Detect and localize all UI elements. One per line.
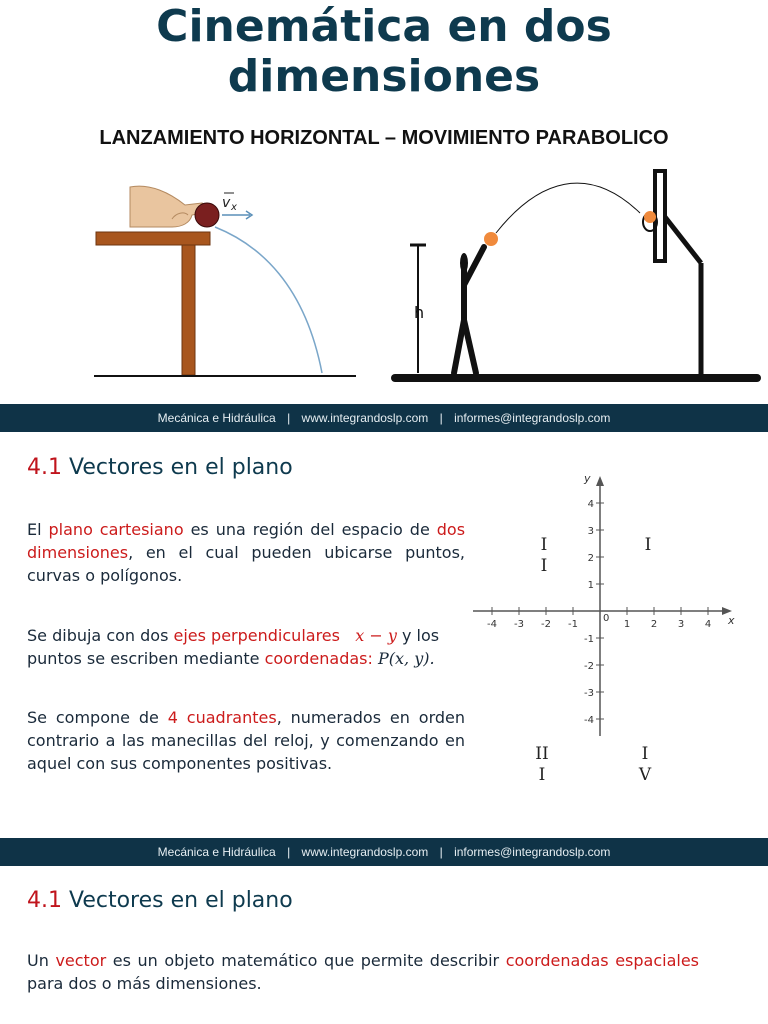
highlight-term: coordenadas espaciales: [505, 951, 700, 970]
highlight-term: coordenadas:: [264, 649, 373, 668]
quadrant-label-i: [637, 535, 659, 556]
footer-course: Mecánica e Hidráulica: [157, 411, 276, 425]
quadrant-glyph: V: [638, 765, 652, 785]
footer-website[interactable]: www.integrandoslp.com: [301, 845, 429, 859]
quadrant-glyph: I: [538, 765, 546, 785]
cartesian-plane: [470, 468, 740, 740]
x-tick-label: -3: [514, 619, 524, 630]
text: es una región del espacio de: [183, 520, 437, 539]
footer-course: Mecánica e Hidráulica: [157, 845, 276, 859]
footer-bar: [0, 404, 768, 432]
math-expression: P(x, y).: [378, 649, 435, 668]
section-number: 4.1: [27, 888, 62, 913]
ground-line: [391, 374, 761, 382]
section-title: Vectores en el plano: [69, 455, 293, 480]
y-tick-label: -4: [584, 715, 594, 726]
text: , numerados en orden contrario a las manecillas del reloj, y comenzando en aquel con sus componentes positivas.: [27, 708, 466, 773]
horizontal-launch-figure: [90, 175, 360, 385]
x-tick-label: 1: [623, 619, 631, 630]
footer-email[interactable]: informes@integrandoslp.com: [454, 845, 611, 859]
y-tick-label: -2: [584, 661, 594, 672]
basketball-hoop: [643, 171, 701, 375]
text: para dos o más dimensiones.: [27, 974, 262, 993]
height-marker: [410, 245, 426, 373]
highlight-term: plano cartesiano: [48, 520, 184, 539]
x-tick-label: 0: [603, 613, 610, 624]
y-axis-label: y: [584, 472, 591, 485]
y-axis-arrow: [596, 476, 604, 486]
paragraph-cuadrantes: [27, 706, 465, 775]
paragraph-vector: [27, 949, 699, 995]
x-tick-label: -4: [487, 619, 497, 630]
footer-separator: |: [439, 845, 443, 859]
y-tick-label: 3: [587, 526, 594, 537]
highlight-term: ejes perpendiculares: [173, 626, 340, 645]
y-tick-label: 1: [587, 580, 594, 591]
x-tick-label: 4: [704, 619, 712, 630]
text: Se dibuja con dos: [27, 626, 174, 645]
y-tick-label: -3: [584, 688, 594, 699]
highlight-term: vector: [55, 951, 107, 970]
parabolic-throw-figure: [388, 165, 764, 387]
ball-icon: [195, 203, 219, 227]
text: Un: [27, 951, 56, 970]
quadrant-glyph: II: [535, 744, 549, 764]
player-figure: [454, 247, 484, 373]
velocity-subscript: x: [231, 202, 237, 213]
section-number: 4.1: [27, 455, 62, 480]
x-tick-label: 3: [677, 619, 685, 630]
quadrant-label-iii: [531, 744, 553, 786]
highlight-term: dos dimensiones: [27, 520, 466, 562]
section-title: Vectores en el plano: [69, 888, 293, 913]
highlight-term: 4 cuadrantes: [167, 708, 277, 727]
quadrant-glyph: I: [540, 535, 548, 555]
quadrant-label-iv: [634, 744, 656, 786]
paragraph-ejes: [27, 624, 465, 670]
section-heading: [27, 455, 293, 480]
trajectory-curve: [215, 227, 322, 373]
hand-icon: [130, 186, 207, 227]
y-tick-label: -1: [584, 634, 594, 645]
y-tick-label: 2: [587, 553, 594, 564]
text: Se compone de: [27, 708, 168, 727]
height-label: h: [414, 303, 425, 322]
quadrant-glyph: I: [540, 556, 548, 576]
footer-email[interactable]: informes@integrandoslp.com: [454, 411, 611, 425]
x-axis-label: x: [728, 614, 735, 627]
footer-website[interactable]: www.integrandoslp.com: [301, 411, 429, 425]
x-tick-label: -2: [541, 619, 551, 630]
page-subtitle: LANZAMIENTO HORIZONTAL – MOVIMIENTO PARABOLICO: [99, 127, 669, 149]
quadrant-glyph: I: [644, 535, 652, 555]
trajectory-curve: [496, 183, 640, 233]
text: El: [27, 520, 49, 539]
quadrant-label-ii: [533, 535, 555, 577]
footer-bar: [0, 838, 768, 866]
footer-separator: |: [439, 411, 443, 425]
ball-icon: [484, 232, 498, 246]
text: y los puntos se escriben mediante: [27, 626, 440, 668]
quadrant-glyph: I: [641, 744, 649, 764]
text: , en el cual pueden ubicarse puntos, curvas o polígonos.: [27, 543, 465, 585]
velocity-label: v: [222, 195, 231, 211]
text: es un objeto matemático que permite describir: [106, 951, 506, 970]
paragraph-plano: [27, 518, 465, 587]
y-tick-label: 4: [587, 499, 594, 510]
math-expression: x − y: [355, 626, 397, 645]
table: [96, 232, 210, 375]
footer-separator: |: [287, 845, 291, 859]
footer-separator: |: [287, 411, 291, 425]
page-title: Cinemática en dos dimensiones: [156, 1, 612, 102]
x-tick-label: 2: [650, 619, 658, 630]
section-heading: [27, 888, 293, 913]
x-tick-label: -1: [568, 619, 578, 630]
